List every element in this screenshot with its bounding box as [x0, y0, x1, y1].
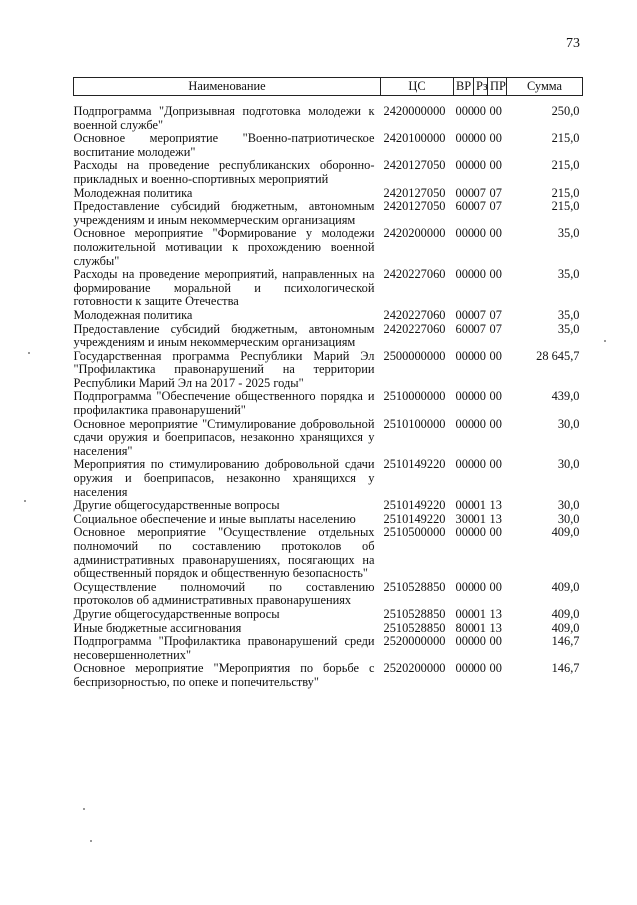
table-row — [74, 622, 583, 636]
cell-cs: 2420227060 — [383, 321, 446, 336]
cell-vr: 000 — [455, 226, 475, 241]
scan-speck — [83, 808, 85, 810]
cell-rz: 01 — [473, 606, 486, 621]
cell-vr: 000 — [455, 416, 475, 431]
cell-cs: 2510100000 — [383, 416, 446, 431]
cell-pr: 07 — [489, 185, 502, 200]
cell-cs: 2510528850 — [383, 606, 446, 621]
cell-name: Государственная программа Республики Марий Эл "Профилактика правонарушений на территории Республики Марий Эл на 2017 - 2025 годы" — [73, 348, 375, 390]
cell-rz: 01 — [473, 498, 486, 513]
cell-name: Основное мероприятие "Мероприятия по борьбе с беспризорностью, по опеке и попечительству" — [73, 661, 375, 689]
table-row — [74, 105, 583, 132]
cell-name: Предоставление субсидий бюджетным, автономным учреждениям и иным некоммерческим организациям — [73, 321, 375, 350]
cell-vr: 800 — [455, 620, 475, 635]
cell-sum: 250,0 — [551, 104, 580, 118]
cell-vr: 000 — [455, 579, 475, 594]
cell-name: Осуществление полномочий по составлению протоколов об административных правонарушениях — [73, 579, 375, 608]
cell-rz: 00 — [473, 158, 486, 173]
cell-rz: 00 — [473, 525, 486, 540]
cell-name: Иные бюджетные ассигнования — [73, 620, 242, 635]
header-cs: ЦС — [381, 78, 454, 96]
table-row — [74, 513, 583, 527]
cell-pr: 13 — [489, 511, 502, 526]
table-row — [74, 662, 583, 689]
header-name: Наименование — [74, 78, 381, 96]
cell-vr: 000 — [455, 104, 475, 118]
cell-name: Основное мероприятие "Стимулирование добровольной сдачи оружия и боеприпасов, незаконно хранящихся у населения" — [73, 416, 375, 458]
scan-speck — [24, 500, 26, 502]
cell-rz: 00 — [473, 457, 486, 472]
cell-pr: 00 — [489, 389, 502, 404]
cell-vr: 000 — [455, 307, 475, 322]
table-row — [74, 526, 583, 580]
cell-rz: 00 — [473, 579, 486, 594]
cell-rz: 00 — [473, 131, 486, 146]
cell-rz: 00 — [473, 389, 486, 404]
cell-name: Подпрограмма "Допризывная подготовка молодежи к военной службе" — [73, 104, 375, 132]
cell-sum: 30,0 — [557, 498, 580, 513]
cell-sum: 30,0 — [557, 416, 580, 431]
cell-rz: 07 — [473, 307, 486, 322]
cell-pr: 00 — [489, 634, 502, 649]
cell-vr: 600 — [455, 321, 475, 336]
header-rz: Рз — [474, 78, 488, 96]
cell-pr: 00 — [489, 579, 502, 594]
cell-name: Расходы на проведение мероприятий, направленных на формирование моральной и психологической готовности к защите Отечества — [73, 267, 375, 309]
cell-vr: 000 — [455, 348, 475, 363]
cell-cs: 2500000000 — [383, 348, 446, 363]
table-row — [74, 159, 583, 186]
table-row — [74, 200, 583, 227]
cell-sum: 409,0 — [551, 525, 580, 540]
cell-pr: 00 — [489, 104, 502, 118]
cell-name: Другие общегосударственные вопросы — [73, 606, 280, 621]
cell-name: Подпрограмма "Профилактика правонарушений среди несовершеннолетних" — [73, 634, 375, 662]
table-row — [74, 581, 583, 608]
cell-rz: 07 — [473, 321, 486, 336]
table-row — [74, 187, 583, 201]
cell-vr: 000 — [455, 457, 475, 472]
cell-cs: 2510528850 — [383, 579, 446, 594]
cell-rz: 00 — [473, 226, 486, 241]
cell-rz: 07 — [473, 199, 486, 214]
cell-cs: 2510500000 — [383, 525, 446, 540]
table-row — [74, 268, 583, 309]
cell-name: Основное мероприятие "Военно-патриотическое воспитание молодежи" — [73, 131, 375, 159]
cell-sum: 146,7 — [551, 661, 580, 676]
cell-rz: 00 — [473, 348, 486, 363]
cell-vr: 000 — [455, 606, 475, 621]
cell-sum: 409,0 — [551, 606, 580, 621]
cell-rz: 00 — [473, 661, 486, 676]
cell-sum: 35,0 — [557, 321, 580, 336]
table-row — [74, 608, 583, 622]
cell-sum: 35,0 — [557, 226, 580, 241]
cell-rz: 00 — [473, 416, 486, 431]
cell-pr: 07 — [489, 321, 502, 336]
cell-pr: 00 — [489, 525, 502, 540]
cell-name: Мероприятия по стимулированию добровольной сдачи оружия и боеприпасов, незаконно хранящихся у населения — [73, 457, 375, 499]
scan-speck — [90, 840, 92, 842]
cell-name: Социальное обеспечение и иные выплаты населению — [73, 511, 356, 526]
cell-cs: 2510149220 — [383, 511, 446, 526]
cell-name: Основное мероприятие "Формирование у молодежи положительной мотивации к прохождению военной службы" — [73, 226, 375, 268]
page-number: 73 — [566, 36, 580, 51]
cell-vr: 000 — [455, 267, 475, 282]
cell-name: Молодежная политика — [73, 307, 193, 322]
cell-vr: 600 — [455, 199, 475, 214]
cell-sum: 409,0 — [551, 620, 580, 635]
cell-cs: 2420127050 — [383, 199, 446, 214]
cell-name: Подпрограмма "Обеспечение общественного порядка и профилактика правонарушений" — [73, 389, 375, 418]
cell-pr: 00 — [489, 457, 502, 472]
cell-cs: 2520200000 — [383, 661, 446, 676]
table-row — [74, 350, 583, 391]
cell-vr: 000 — [455, 158, 475, 173]
cell-cs: 2420127050 — [383, 158, 446, 173]
cell-name: Основное мероприятие "Осуществление отдельных полномочий по составлению протоколов об административных правонарушениях, посягающих на общественный порядок и общественную безопасность" — [73, 525, 375, 581]
cell-pr: 00 — [489, 267, 502, 282]
cell-pr: 00 — [489, 661, 502, 676]
cell-rz: 01 — [473, 511, 486, 526]
cell-vr: 000 — [455, 131, 475, 146]
table-row — [74, 309, 583, 323]
cell-vr: 000 — [455, 185, 475, 200]
cell-name: Предоставление субсидий бюджетным, автономным учреждениям и иным некоммерческим организациям — [73, 199, 375, 227]
cell-name: Другие общегосударственные вопросы — [73, 498, 280, 513]
cell-cs: 2520000000 — [383, 634, 446, 649]
cell-pr: 13 — [489, 606, 502, 621]
cell-sum: 215,0 — [551, 131, 580, 146]
cell-pr: 07 — [489, 307, 502, 322]
cell-cs: 2420127050 — [383, 185, 446, 200]
table-row — [74, 458, 583, 499]
cell-pr: 13 — [489, 498, 502, 513]
cell-sum: 30,0 — [557, 511, 580, 526]
table-row — [74, 635, 583, 662]
cell-rz: 00 — [473, 104, 486, 118]
cell-pr: 00 — [489, 348, 502, 363]
cell-sum: 30,0 — [557, 457, 580, 472]
cell-cs: 2510149220 — [383, 498, 446, 513]
cell-pr: 07 — [489, 199, 502, 214]
cell-sum: 146,7 — [551, 634, 580, 649]
cell-pr: 00 — [489, 416, 502, 431]
cell-sum: 215,0 — [551, 199, 580, 214]
cell-vr: 000 — [455, 634, 475, 649]
cell-vr: 300 — [455, 511, 475, 526]
cell-cs: 2420227060 — [383, 307, 446, 322]
cell-pr: 13 — [489, 620, 502, 635]
cell-cs: 2510528850 — [383, 620, 446, 635]
cell-pr: 00 — [489, 131, 502, 146]
cell-cs: 2510149220 — [383, 457, 446, 472]
table-row — [74, 227, 583, 268]
header-vr: ВР — [454, 78, 474, 96]
cell-sum: 35,0 — [557, 267, 580, 282]
scan-speck — [604, 340, 606, 342]
cell-cs: 2510000000 — [383, 389, 446, 404]
cell-name: Расходы на проведение республиканских оборонно-прикладных и военно-спортивных мероприятий — [73, 158, 375, 186]
cell-rz: 07 — [473, 185, 486, 200]
table-row — [74, 132, 583, 159]
table-row — [74, 499, 583, 513]
table-row — [74, 390, 583, 417]
header-sum: Сумма — [507, 78, 583, 96]
cell-sum: 215,0 — [551, 185, 580, 200]
cell-pr: 00 — [489, 226, 502, 241]
cell-pr: 00 — [489, 158, 502, 173]
cell-sum: 409,0 — [551, 579, 580, 594]
cell-sum: 215,0 — [551, 158, 580, 173]
cell-sum: 439,0 — [551, 389, 580, 404]
cell-rz: 00 — [473, 267, 486, 282]
cell-rz: 00 — [473, 634, 486, 649]
cell-name: Молодежная политика — [73, 185, 193, 200]
cell-vr: 000 — [455, 498, 475, 513]
cell-cs: 2420200000 — [383, 226, 446, 241]
table-body — [74, 96, 583, 690]
cell-cs: 2420100000 — [383, 131, 446, 146]
cell-vr: 000 — [455, 525, 475, 540]
cell-sum: 35,0 — [557, 307, 580, 322]
table-header-row — [74, 78, 583, 96]
cell-sum: 28 645,7 — [536, 348, 580, 363]
cell-vr: 000 — [455, 661, 475, 676]
header-pr: ПР — [488, 78, 507, 96]
scan-speck — [28, 352, 30, 354]
cell-vr: 000 — [455, 389, 475, 404]
cell-rz: 01 — [473, 620, 486, 635]
table-row — [74, 323, 583, 350]
cell-cs: 2420000000 — [383, 104, 446, 118]
table-row — [74, 418, 583, 459]
budget-table — [73, 77, 583, 690]
cell-cs: 2420227060 — [383, 267, 446, 282]
